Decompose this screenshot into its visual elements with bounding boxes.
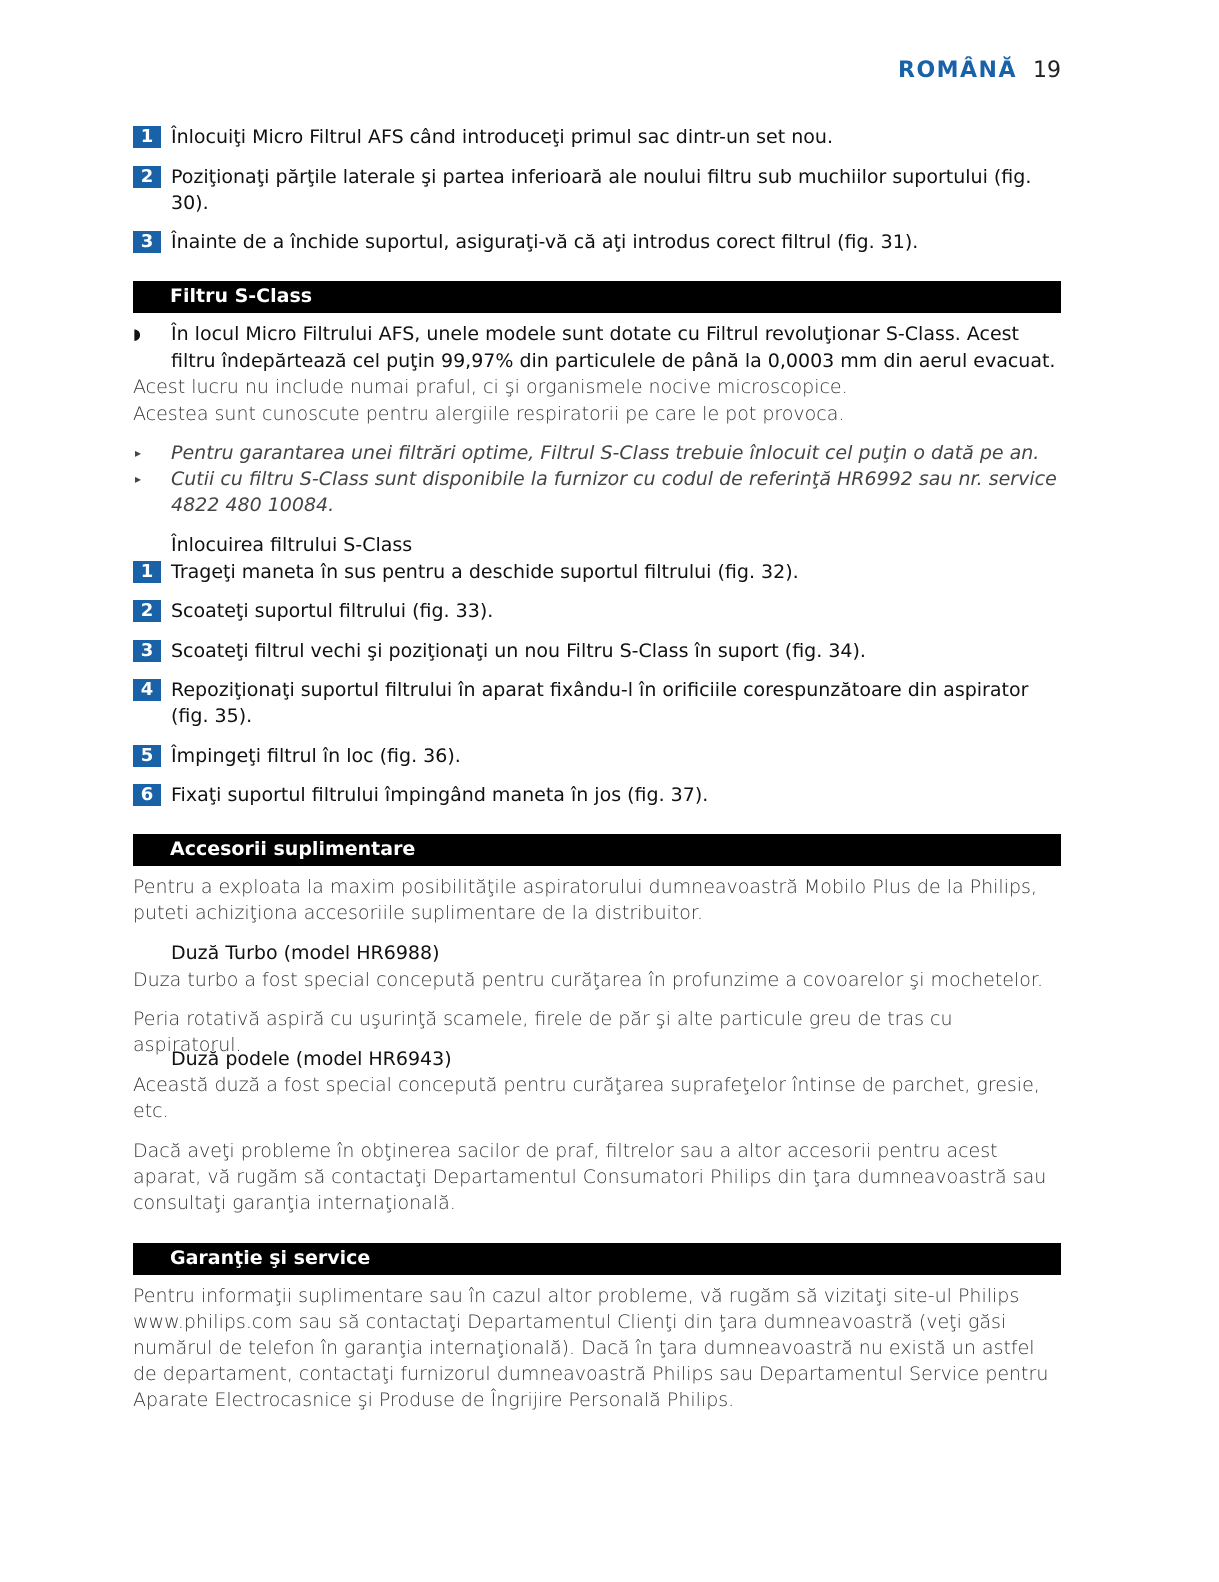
step-item — [133, 598, 1061, 624]
step-number: 4 — [133, 679, 161, 701]
step-item — [133, 164, 1061, 216]
step-text: Trageţi maneta în sus pentru a deschide suportul filtrului (fig. 32). — [171, 561, 799, 583]
paragraph: Acest lucru nu include numai praful, ci şi organismele nocive microscopice. — [133, 376, 848, 398]
step-number: 3 — [133, 640, 161, 662]
afs-steps — [133, 124, 1061, 150]
language-label: ROMÂNĂ — [898, 58, 1017, 83]
bullet-text: În locul Micro Filtrului AFS, unele modele sunt dotate cu Filtrul revoluţionar S-Class. Acest filtru îndepărtează cel puţin 99,97% din particulele de până la 0,0003 mm din aerul evacuat. — [171, 323, 1056, 372]
step-item — [133, 124, 1061, 150]
step-text: Înainte de a închide suportul, asiguraţi-vă că aţi introdus corect filtrul (fig. 31). — [171, 231, 919, 253]
tip-item — [133, 440, 1061, 466]
sclass-step — [133, 782, 1061, 808]
paragraph: Duza turbo a fost special concepută pentru curăţarea în profunzime a covoarelor şi mochetelor. — [133, 969, 1043, 991]
arrow-bullet-icon: ▸ — [135, 446, 142, 460]
step-item — [133, 638, 1061, 664]
section-header-sclass: Filtru S-Class — [133, 281, 1061, 313]
step-text: Scoateţi suportul filtrului (fig. 33). — [171, 600, 494, 622]
subheading: Înlocuirea filtrului S-Class — [171, 534, 413, 556]
step-item — [133, 782, 1061, 808]
step-number: 3 — [133, 231, 161, 253]
sclass-intro — [133, 321, 1061, 375]
step-number: 1 — [133, 561, 161, 583]
paragraph: Dacă aveţi probleme în obţinerea sacilor de praf, filtrelor sau a altor accesorii pentru acest aparat, vă rugăm să contactaţi Departamentul Consumatori Philips din ţara dumneavoastră sau consultaţi garanţia internaţională. — [133, 1140, 1047, 1214]
step-number: 1 — [133, 126, 161, 148]
section-header-accessories: Accesorii suplimentare — [133, 834, 1061, 866]
paragraph: Acestea sunt cunoscute pentru alergiile respiratorii pe care le pot provoca. — [133, 403, 845, 425]
subheading: Duză Turbo (model HR6988) — [171, 942, 440, 964]
step-number: 5 — [133, 745, 161, 767]
bullet-item — [133, 321, 1061, 375]
step-text: Repoziţionaţi suportul filtrului în aparat fixându-l în orificiile corespunzătoare din aspirator (fig. 35). — [171, 679, 1029, 727]
paragraph: Peria rotativă aspiră cu uşurinţă scamele, firele de păr şi alte particule greu de tras cu aspiratorul. — [133, 1008, 953, 1056]
tip-text: Pentru garantarea unei filtrări optime, Filtrul S-Class trebuie înlocuit cel puţin o dată pe an. — [171, 442, 1040, 464]
step-item — [133, 559, 1061, 585]
subheading: Duză podele (model HR6943) — [171, 1048, 452, 1070]
afs-steps — [133, 164, 1061, 216]
sclass-step — [133, 559, 1061, 585]
step-item — [133, 229, 1061, 255]
sclass-step — [133, 743, 1061, 769]
step-number: 2 — [133, 166, 161, 188]
step-number: 2 — [133, 600, 161, 622]
step-text: Înlocuiţi Micro Filtrul AFS când introduceţi primul sac dintr-un set nou. — [171, 126, 833, 148]
step-item — [133, 743, 1061, 769]
page-header — [898, 56, 1061, 86]
paragraph: Această duză a fost special concepută pentru curăţarea suprafeţelor întinse de parchet, gresie, etc. — [133, 1074, 1040, 1122]
tip-item — [133, 466, 1061, 518]
step-text: Împingeţi filtrul în loc (fig. 36). — [171, 745, 461, 767]
arrow-bullet-icon: ▸ — [135, 472, 142, 486]
step-number: 6 — [133, 784, 161, 806]
afs-steps — [133, 229, 1061, 255]
step-text: Scoateţi filtrul vechi şi poziţionaţi un nou Filtru S-Class în suport (fig. 34). — [171, 640, 866, 662]
tip-text: Cutii cu filtru S-Class sunt disponibile la furnizor cu codul de referinţă HR6992 sau nr. service 4822 480 10084. — [171, 468, 1057, 516]
section-header-warranty: Garanţie şi service — [133, 1243, 1061, 1275]
sclass-step — [133, 598, 1061, 624]
step-item — [133, 677, 1061, 729]
sclass-step — [133, 677, 1061, 729]
sclass-step — [133, 638, 1061, 664]
page-number: 19 — [1033, 58, 1061, 83]
step-text: Poziţionaţi părţile laterale şi partea inferioară ale noului filtru sub muchiilor suportului (fig. 30). — [171, 166, 1032, 214]
paragraph: Pentru informaţii suplimentare sau în cazul altor probleme, vă rugăm să vizitaţi site-ul Philips www.philips.com sau să contactaţi Departamentul Clienţi din ţara dumneavoastră (veţi găsi numărul de telefon în garanţia internaţională). Dacă în ţara dumneavoastră nu există un astfel de departament, contactaţi furnizorul dumneavoastră Philips sau Departamentul Service pentru Aparate Electrocasnice şi Produse de Îngrijire Personală Philips. — [133, 1285, 1049, 1411]
step-text: Fixaţi suportul filtrului împingând maneta în jos (fig. 37). — [171, 784, 709, 806]
bullet-icon: ◗ — [133, 325, 141, 343]
tips-list — [133, 440, 1061, 518]
paragraph: Pentru a exploata la maxim posibilităţile aspiratorului dumneavoastră Mobilo Plus de la Philips, puteti achiziţiona accesoriile suplimentare de la distribuitor. — [133, 876, 1037, 924]
